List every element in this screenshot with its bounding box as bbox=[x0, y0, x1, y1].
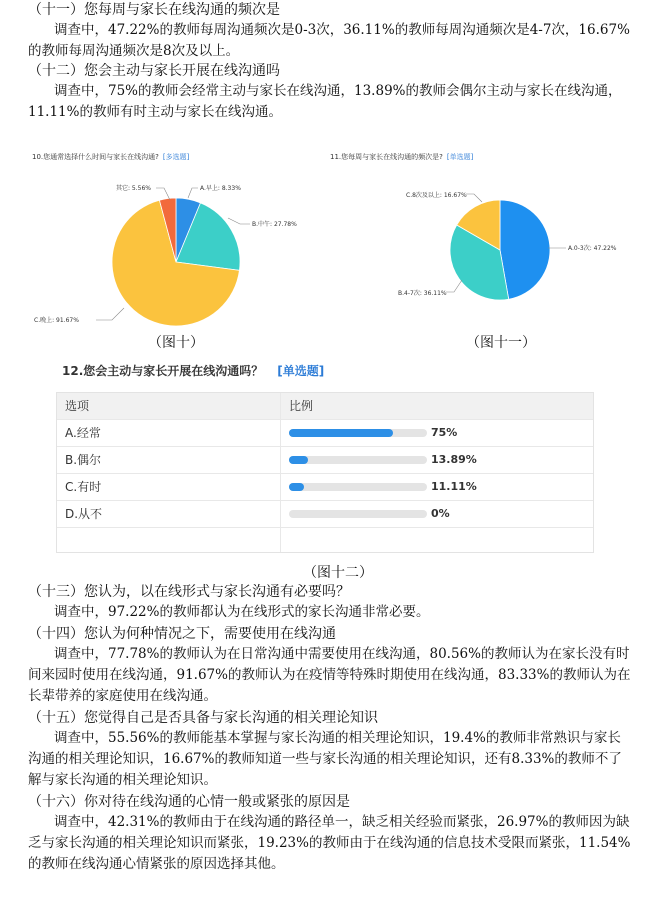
section-15-heading: （十五）您觉得自己是否具备与家长沟通的相关理论知识 bbox=[28, 710, 378, 726]
option-label: A.经常 bbox=[57, 420, 281, 446]
fig12-table bbox=[56, 392, 594, 553]
section-16-heading: （十六）你对待在线沟通的心情一般或紧张的原因是 bbox=[28, 794, 350, 810]
fig11-pie-chart bbox=[390, 178, 630, 308]
fig11-caption: （图十一） bbox=[466, 335, 536, 351]
ratio-cell bbox=[281, 474, 593, 500]
section-12-paragraph bbox=[28, 81, 634, 123]
ratio-bar bbox=[289, 483, 427, 491]
fig12-tag: [单选题] bbox=[277, 364, 325, 378]
fig10-title-text: 10.您通常选择什么时间与家长在线沟通? bbox=[32, 153, 159, 161]
fig12-title bbox=[62, 362, 324, 379]
section-12-text: 调查中，75%的教师会经常主动与家长在线沟通，13.89%的教师会偶尔主动与家长在线沟通，11.11%的教师有时主动与家长在线沟通。 bbox=[28, 83, 622, 120]
fig10-label-b: B.中午: 27.78% bbox=[252, 221, 297, 228]
fig10-pie-chart bbox=[34, 170, 297, 335]
ratio-bar bbox=[289, 510, 427, 518]
fig11-title-text: 11.您每周与家长在线沟通的频次是? bbox=[330, 153, 443, 161]
empty-cell bbox=[281, 528, 593, 552]
fig10-title bbox=[32, 152, 189, 162]
section-11-text: 调查中，47.22%的教师每周沟通频次是0-3次，36.11%的教师每周沟通频次是4-7次，16.67%的教师每周沟通频次是8次及以上。 bbox=[28, 22, 630, 59]
fig10-slices bbox=[112, 198, 240, 326]
section-15-paragraph bbox=[28, 728, 634, 791]
section-14-heading: （十四）您认为何种情况之下，需要使用在线沟通 bbox=[28, 626, 336, 642]
ratio-cell bbox=[281, 420, 593, 446]
fig12-header-row bbox=[57, 393, 593, 419]
option-label: C.有时 bbox=[57, 474, 281, 500]
table-row-empty bbox=[57, 527, 593, 552]
fig12-caption: （图十二） bbox=[303, 565, 373, 581]
fig12-title-text: 12.您会主动与家长开展在线沟通吗？ bbox=[62, 364, 264, 378]
section-16-paragraph bbox=[28, 812, 634, 875]
section-13-paragraph bbox=[28, 602, 634, 623]
section-13-text: 调查中，97.22%的教师都认为在线形式的家长沟通非常必要。 bbox=[54, 604, 430, 620]
section-13-heading: （十三）您认为，以在线形式与家长沟通有必要吗？ bbox=[28, 584, 350, 600]
section-11-heading: （十一）您每周与家长在线沟通的频次是 bbox=[28, 2, 280, 18]
option-label: D.从不 bbox=[57, 501, 281, 527]
section-16-text: 调查中，42.31%的教师由于在线沟通的路径单一，缺乏相关经验而紧张，26.97%的教师因为缺乏与家长沟通的相关理论知识而紧张，19.23%的教师由于在线沟通的信息技术受限而紧张，11.54%的教师在线沟通心情紧张的原因选择其他。 bbox=[28, 814, 631, 872]
col-option-header: 选项 bbox=[57, 393, 281, 419]
ratio-percent: 13.89% bbox=[431, 453, 477, 466]
section-14-text: 调查中，77.78%的教师认为在日常沟通中需要使用在线沟通，80.56%的教师认为在家长没有时间来园时使用在线沟通，91.67%的教师认为在疫情等特殊时期使用在线沟通，83.33%的教师认为在长辈带养的家庭使用在线沟通。 bbox=[28, 646, 631, 704]
fig11-label-a: A.0-3次: 47.22% bbox=[568, 245, 617, 252]
table-row bbox=[57, 500, 593, 527]
ratio-bar bbox=[289, 456, 427, 464]
fig11-tag: [单选题] bbox=[446, 153, 474, 161]
ratio-bar-fill bbox=[289, 456, 308, 464]
ratio-cell bbox=[281, 501, 593, 527]
col-ratio-header: 比例 bbox=[289, 399, 314, 413]
ratio-percent: 75% bbox=[431, 426, 458, 439]
table-row bbox=[57, 419, 593, 446]
table-row bbox=[57, 473, 593, 500]
ratio-cell bbox=[281, 447, 593, 473]
fig10-label-other: 其它: 5.56% bbox=[116, 185, 151, 192]
ratio-bar-fill bbox=[289, 483, 304, 491]
fig11-slice-0 bbox=[500, 200, 550, 299]
section-12-heading: （十二）您会主动与家长开展在线沟通吗 bbox=[28, 63, 280, 79]
section-14-paragraph bbox=[28, 644, 634, 707]
fig11-title bbox=[330, 152, 473, 162]
fig11-slices bbox=[450, 200, 550, 300]
section-15-text: 调查中，55.56%的教师能基本掌握与家长沟通的相关理论知识，19.4%的教师非常熟识与家长沟通的相关理论知识，16.67%的教师知道一些与家长沟通的相关理论知识，还有8.33%的教师不了解与家长沟通的相关理论知识。 bbox=[28, 730, 622, 788]
fig10-label-c: C.晚上: 91.67% bbox=[34, 317, 79, 324]
fig11-label-b: B.4-7次: 36.11% bbox=[398, 290, 447, 297]
section-11-paragraph bbox=[28, 20, 634, 62]
fig11-label-c: C.8次及以上: 16.67% bbox=[406, 192, 467, 199]
table-row bbox=[57, 446, 593, 473]
fig10-tag: [多选题] bbox=[162, 153, 190, 161]
fig10-label-a: A.早上: 8.33% bbox=[200, 185, 241, 192]
ratio-bar-fill bbox=[289, 429, 393, 437]
ratio-bar bbox=[289, 429, 427, 437]
option-label: B.偶尔 bbox=[57, 447, 281, 473]
fig10-caption: （图十） bbox=[148, 335, 204, 351]
ratio-percent: 11.11% bbox=[431, 480, 477, 493]
empty-cell bbox=[57, 528, 281, 552]
ratio-percent: 0% bbox=[431, 507, 450, 520]
